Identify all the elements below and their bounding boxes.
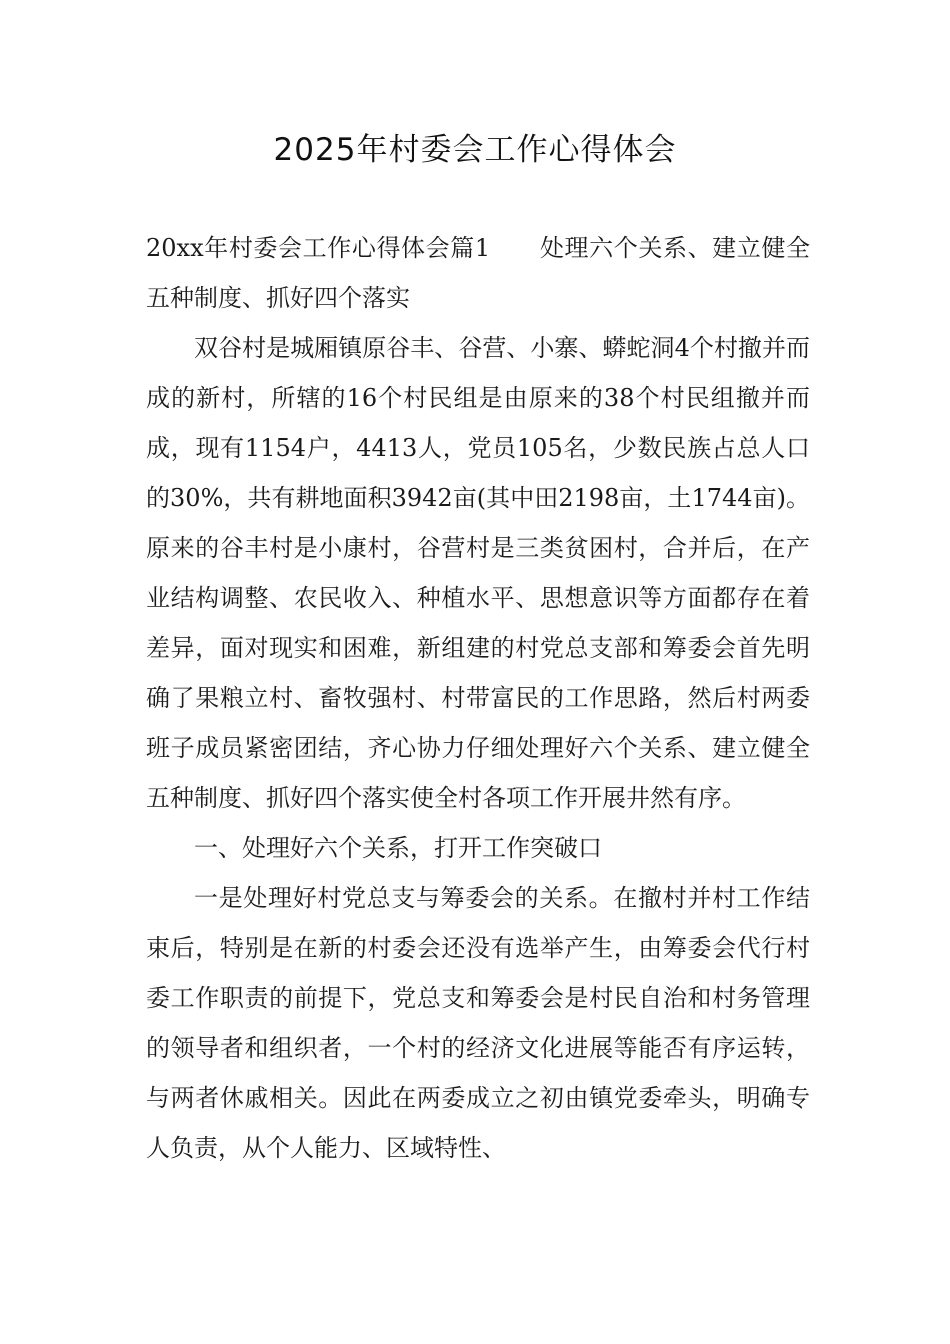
paragraph-village-overview: 双谷村是城厢镇原谷丰、谷营、小寨、蟒蛇洞4个村撤并而成的新村，所辖的16个村民组是由原来的38个村民组撤并而成，现有1154户，4413人，党员105名，少数民族占总人口的30%，共有耕地面积3942亩(其中田2198亩，土1744亩)。原来的谷丰村是小康村，谷营村是三类贫困村，合并后，在产业结构调整、农民收入、种植水平、思想意识等方面都存在着差异，面对现实和困难，新组建的村党总支部和筹委会首先明确了果粮立村、畜牧强村、村带富民的工作思路，然后村两委班子成员紧密团结，齐心协力仔细处理好六个关系、建立健全五种制度、抓好四个落实使全村各项工作开展井然有序。 — [146, 334, 810, 812]
paragraph-heading: 20xx年村委会工作心得体会篇1 处理六个关系、建立健全五种制度、抓好四个落实 — [146, 234, 810, 312]
document-title: 2025年村委会工作心得体会 — [273, 132, 677, 168]
paragraph-relationship-one: 一是处理好村党总支与筹委会的关系。在撤村并村工作结束后，特别是在新的村委会还没有选举产生，由筹委会代行村委工作职责的前提下，党总支和筹委会是村民自治和村务管理的领导者和组织者，一个村的经济文化进展等能否有序运转，与两者休戚相关。因此在两委成立之初由镇党委牵头，明确专人负责，从个人能力、区域特性、 — [146, 884, 810, 1162]
document-body — [146, 223, 810, 1173]
section-heading-one: 一、处理好六个关系，打开工作突破口 — [194, 834, 602, 862]
